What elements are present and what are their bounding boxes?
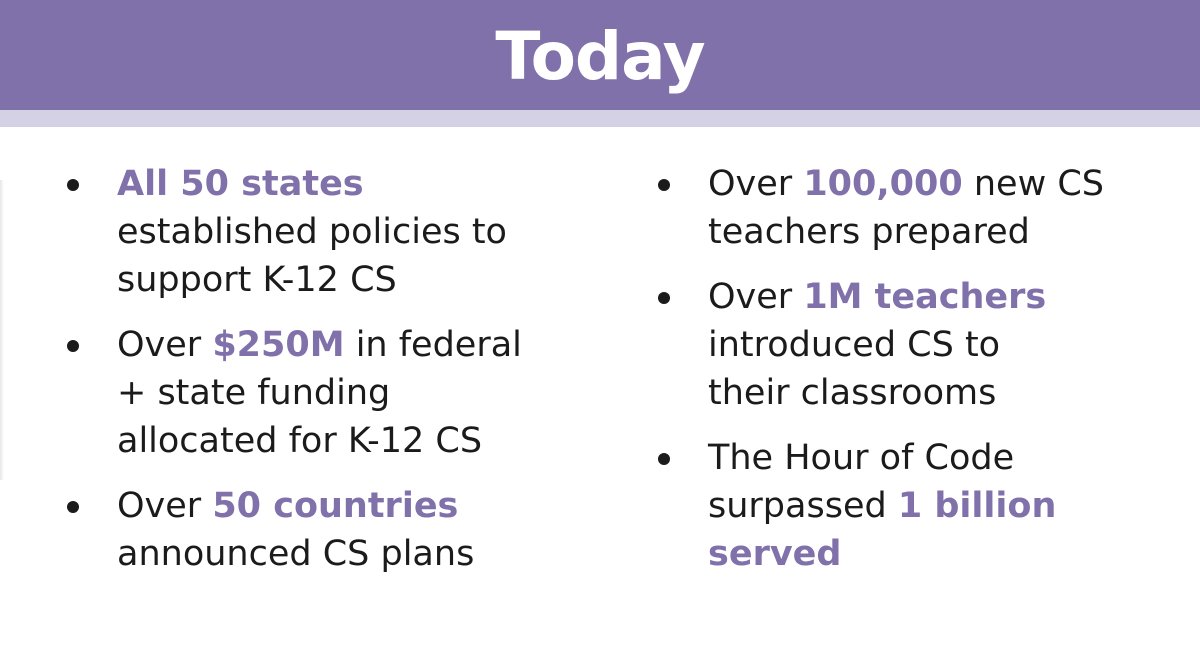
bullet-line bbox=[708, 530, 1171, 578]
slide-title: Today bbox=[495, 18, 705, 95]
bullet-line: + state funding bbox=[117, 373, 391, 413]
highlight-text: $250M bbox=[212, 325, 345, 365]
bullet-federal-funding bbox=[60, 321, 600, 465]
bullet-new-teachers bbox=[651, 160, 1171, 256]
highlight-text: All 50 states bbox=[117, 164, 364, 204]
bullet-line bbox=[708, 160, 1171, 208]
bullet-line: announced CS plans bbox=[117, 534, 475, 574]
bullet-line bbox=[117, 482, 600, 530]
left-edge-shadow bbox=[0, 180, 4, 480]
title-underline-band bbox=[0, 110, 1200, 127]
bullet-line: support K-12 CS bbox=[117, 260, 397, 300]
bullet-dot bbox=[658, 179, 670, 191]
bullet-countries bbox=[60, 482, 600, 578]
bullet-line bbox=[117, 160, 600, 208]
bullet-line: teachers prepared bbox=[708, 212, 1030, 252]
bullet-line: The Hour of Code bbox=[708, 438, 1015, 478]
bullet-line bbox=[708, 273, 1171, 321]
bullet-text: new CS bbox=[962, 164, 1104, 204]
left-bullet-column bbox=[60, 160, 600, 595]
bullet-line bbox=[708, 482, 1171, 530]
bullet-line: established policies to bbox=[117, 212, 507, 252]
bullet-text: in federal bbox=[344, 325, 522, 365]
bullet-dot bbox=[67, 340, 79, 352]
bullet-line: allocated for K-12 CS bbox=[117, 421, 483, 461]
bullet-text: Over bbox=[708, 277, 804, 317]
bullet-dot bbox=[658, 453, 670, 465]
bullet-dot bbox=[67, 501, 79, 513]
bullet-text: surpassed bbox=[708, 486, 898, 526]
bullet-1m-teachers bbox=[651, 273, 1171, 417]
right-bullet-column bbox=[651, 160, 1171, 595]
bullet-line: introduced CS to bbox=[708, 325, 1001, 365]
bullet-dot bbox=[67, 179, 79, 191]
highlight-text: 1M teachers bbox=[803, 277, 1047, 317]
bullet-all-50-states bbox=[60, 160, 600, 304]
bullet-dot bbox=[658, 292, 670, 304]
bullet-text: Over bbox=[117, 486, 213, 526]
highlight-text: 1 billion bbox=[897, 486, 1057, 526]
bullet-hour-of-code bbox=[651, 434, 1171, 578]
highlight-text: served bbox=[708, 534, 842, 574]
bullet-line: their classrooms bbox=[708, 373, 997, 413]
bullet-text: Over bbox=[117, 325, 213, 365]
bullet-text: Over bbox=[708, 164, 804, 204]
highlight-text: 100,000 bbox=[803, 164, 963, 204]
highlight-text: 50 countries bbox=[212, 486, 459, 526]
bullet-line bbox=[117, 321, 600, 369]
title-bar bbox=[0, 0, 1200, 110]
